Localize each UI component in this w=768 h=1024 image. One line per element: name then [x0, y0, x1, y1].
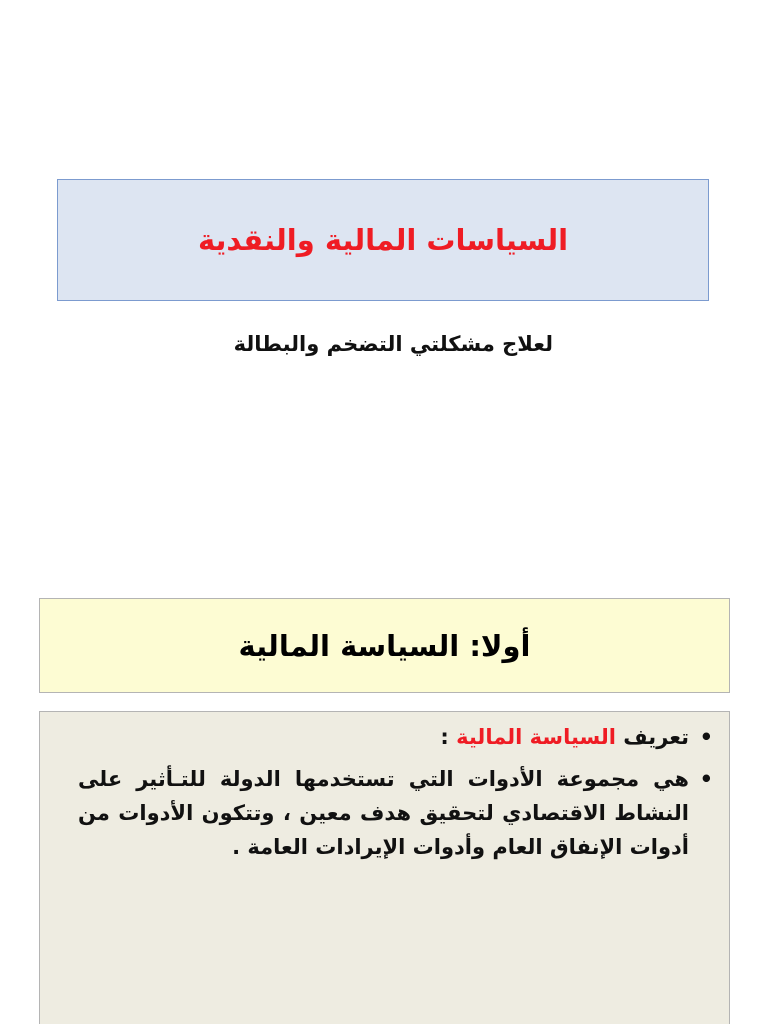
section-heading-box	[39, 598, 730, 693]
bullet-icon: •	[699, 767, 713, 791]
bullet-icon: •	[699, 725, 713, 749]
bullet-list	[78, 720, 715, 864]
definition-highlight: السياسة المالية	[456, 725, 616, 749]
description-text: هي مجموعة الأدوات التي تستخدمها الدولة للتـأثير على النشاط الاقتصادي لتحقيق هدف معين ، وتتكون الأدوات من أدوات الإنفاق العام وأدوات الإيرادات العامة .	[78, 767, 689, 859]
slide-subtitle: لعلاج مشكلتي التضخم والبطالة	[233, 332, 553, 356]
list-item-description	[78, 762, 715, 864]
section-heading: أولا: السياسة المالية	[238, 628, 531, 663]
title-box	[57, 179, 709, 301]
slide-title: السياسات المالية والنقدية	[197, 223, 569, 257]
definition-prefix: تعريف	[615, 725, 689, 749]
content-box	[39, 711, 730, 1024]
definition-suffix: :	[440, 725, 457, 749]
list-item-definition	[78, 720, 715, 754]
